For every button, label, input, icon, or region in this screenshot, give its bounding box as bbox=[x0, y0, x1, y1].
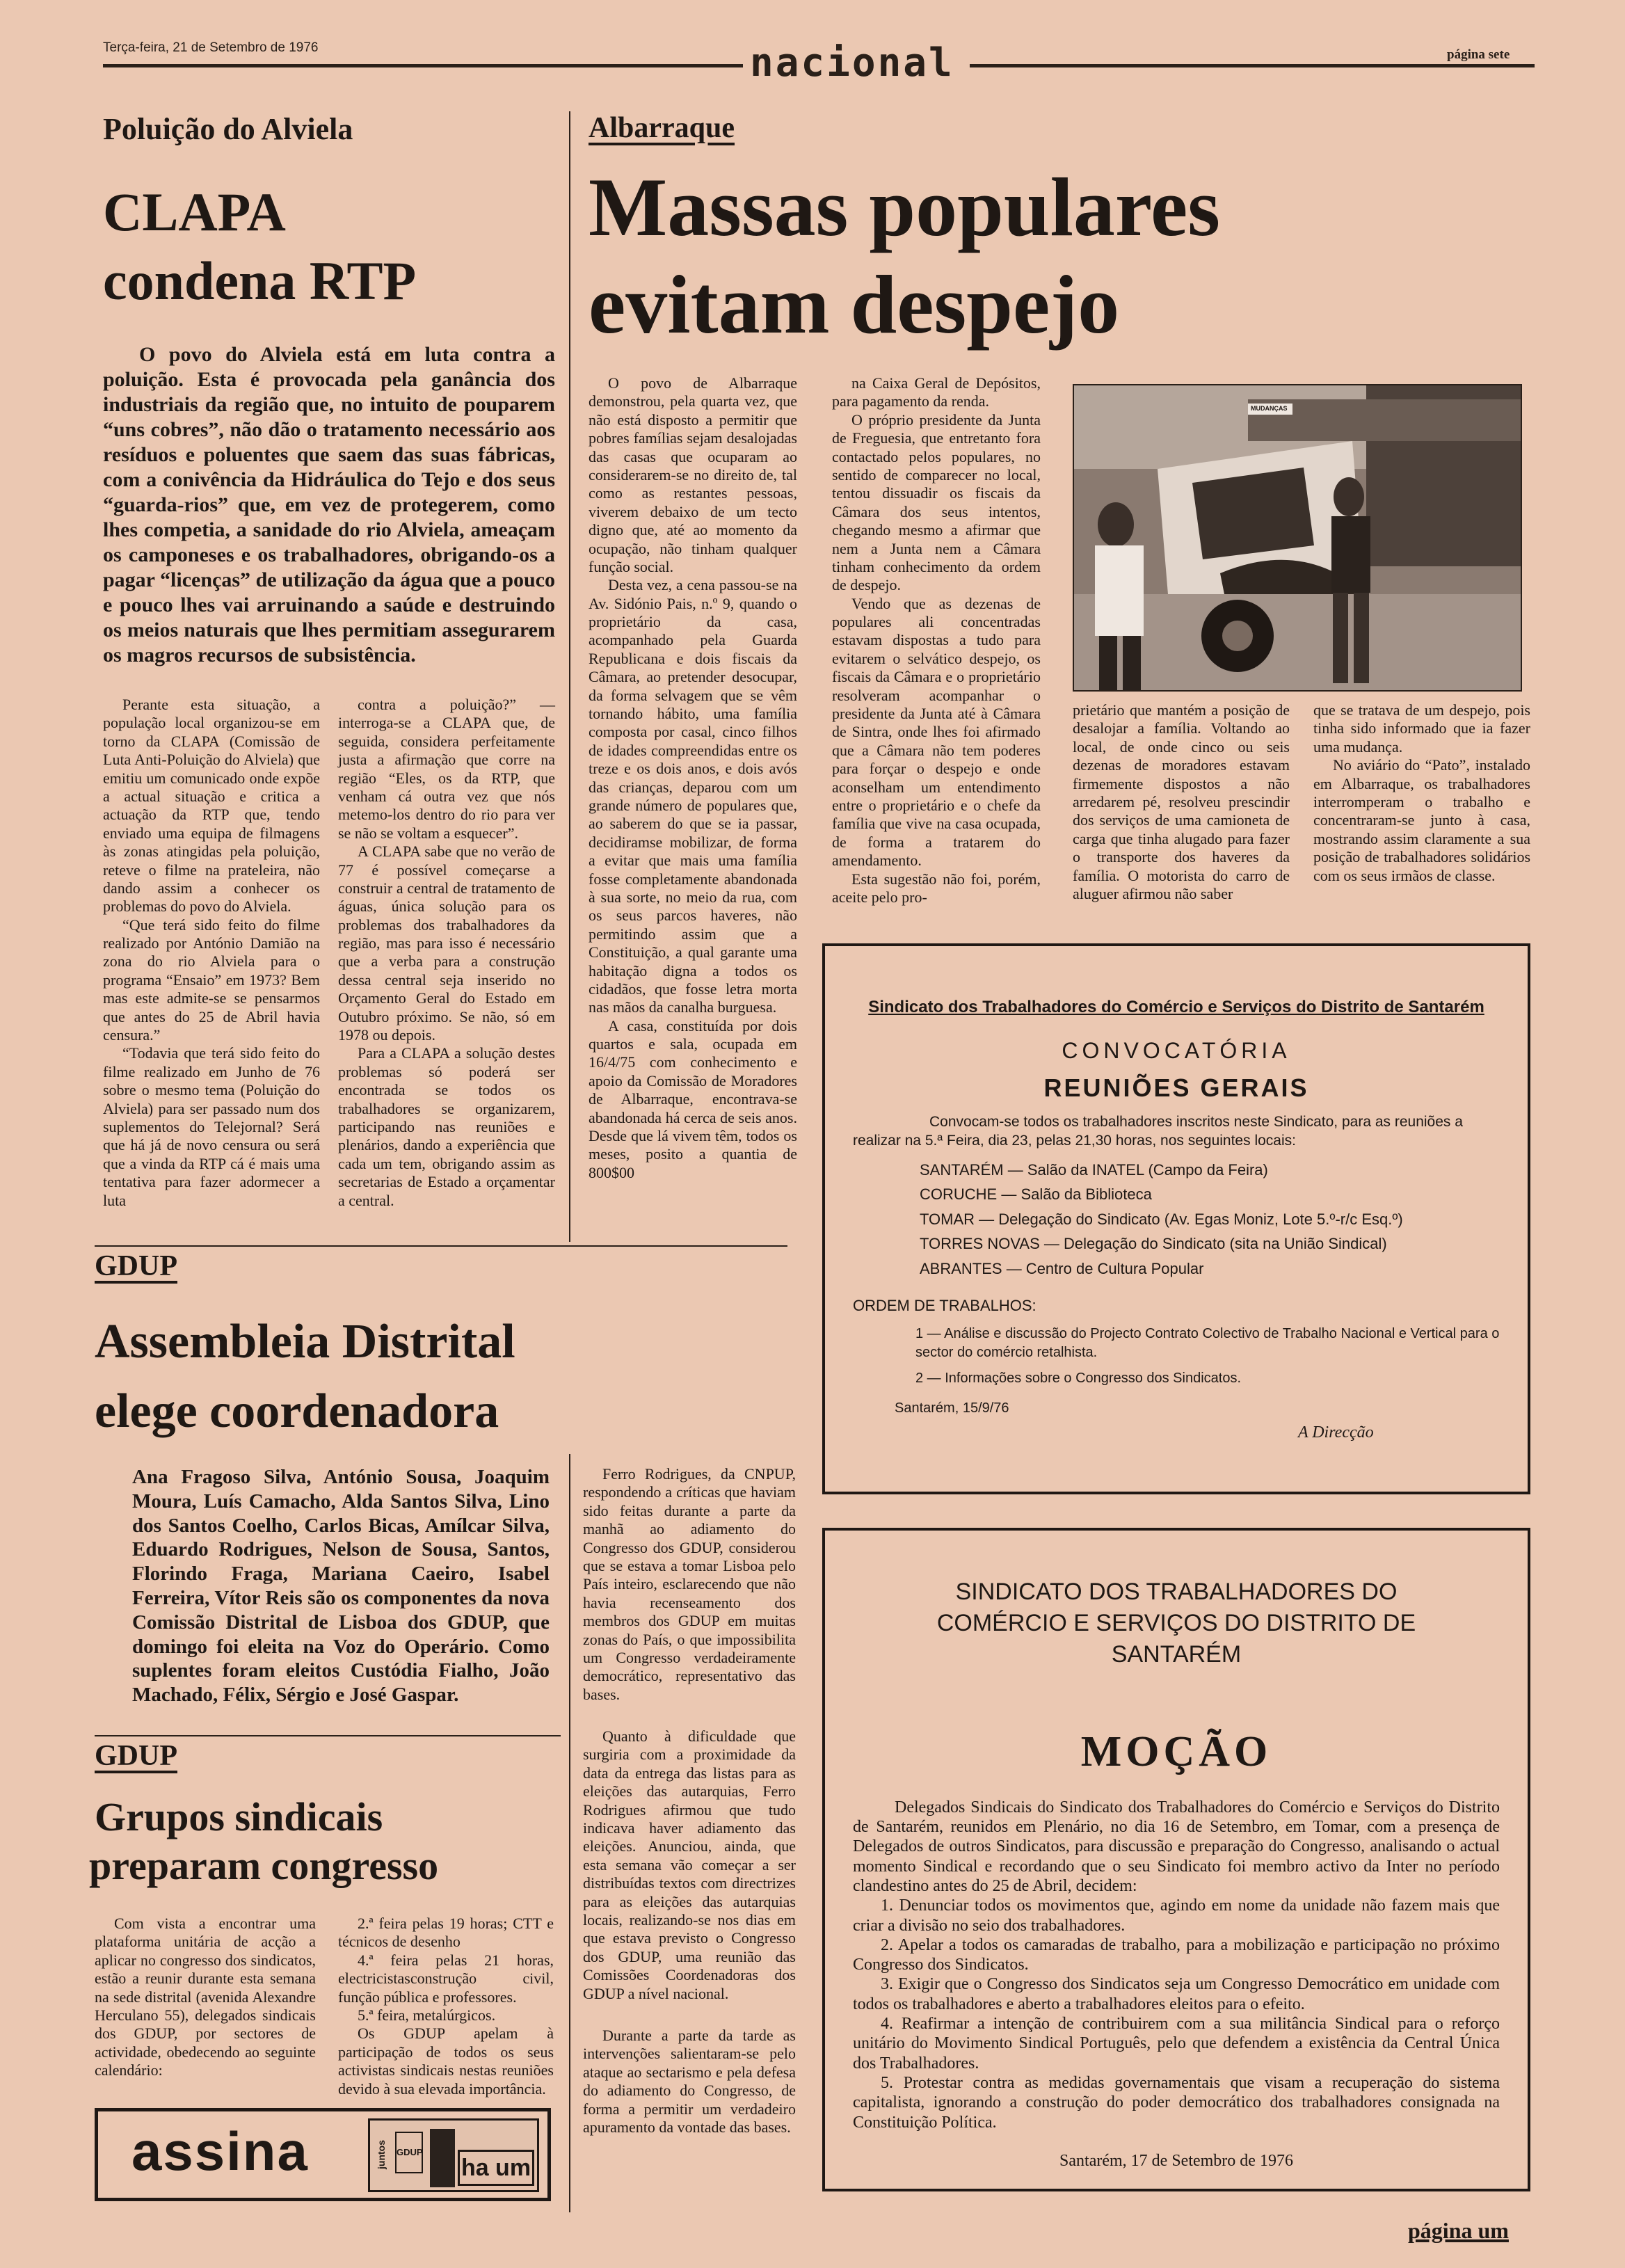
header-rule-right bbox=[970, 64, 1535, 67]
albarraque-col-4 bbox=[1313, 701, 1530, 885]
albarraque-col-1 bbox=[589, 374, 797, 1182]
convocatoria-agenda-title: ORDEM DE TRABALHOS: bbox=[853, 1296, 1036, 1314]
truck-photo-image bbox=[1074, 385, 1522, 692]
paragraph: 4.ª feira pelas 21 horas, electricistasconstrução civil, função pública e professores. bbox=[338, 1951, 554, 2006]
list-item: TORRES NOVAS — Delegação do Sindicato (sita na União Sindical) bbox=[920, 1235, 1387, 1253]
list-item: 2 — Informações sobre o Congresso dos Sindicatos. bbox=[915, 1370, 1242, 1386]
section-divider bbox=[95, 1735, 561, 1736]
paragraph: na Caixa Geral de Depósitos, para pagamento da renda. bbox=[832, 374, 1041, 410]
gdup2-headline-2: preparam congresso bbox=[89, 1843, 439, 1888]
paragraph: Esta sugestão não foi, porém, aceite pelo pro- bbox=[832, 870, 1041, 906]
assina-stamp-text: ha um bbox=[458, 2150, 534, 2186]
convocatoria-date: Santarém, 15/9/76 bbox=[895, 1400, 1009, 1416]
assina-ad bbox=[95, 2108, 551, 2201]
list-item: 4. Reafirmar a intenção de contribuirem com a sua militância Sindical para o reforço unitário do Movimento Sindical Português, pelo que defendem a existência da Central Única dos Trabalhadores. bbox=[853, 2015, 1500, 2073]
list-item: 1. Denunciar todos os movimentos que, agindo em nome da unidade não fazem mais que criar a divisão no seio dos trabalhadores. bbox=[853, 1896, 1500, 1935]
convocatoria-places bbox=[920, 1158, 1500, 1281]
list-item: CORUCHE — Salão da Biblioteca bbox=[920, 1185, 1152, 1204]
section-divider bbox=[95, 1245, 787, 1247]
gdup1-col bbox=[583, 1465, 796, 2137]
convocatoria-union: Sindicato dos Trabalhadores do Comércio e Serviços do Distrito de Santarém bbox=[868, 998, 1484, 1016]
column-divider bbox=[569, 1454, 570, 2212]
alviela-kicker: Poluição do Alviela bbox=[103, 112, 353, 146]
convocatoria-signature: A Direcção bbox=[1298, 1423, 1374, 1442]
paragraph: 5.ª feira, metalúrgicos. bbox=[358, 2006, 496, 2024]
assina-word: assina bbox=[131, 2121, 309, 2182]
alviela-headline-2: condena RTP bbox=[103, 250, 417, 312]
gdup2-col-2 bbox=[338, 1915, 554, 2098]
paragraph: A casa, constituída por dois quartos e sala, ocupada em 16/4/75 com conhecimento e apoio da Comissão de Moradores de Albarraque, encontrava-se abandonada há cerca de seis anos. Desde que lá vivem têm, todos os meses, posito a quantia de 800$00 bbox=[589, 1016, 797, 1181]
albarraque-kicker: Albarraque bbox=[589, 112, 735, 144]
paragraph: contra a poluição?” — interroga-se a CLAPA que, de seguida, considera perfeitamente justa a afirmação que corre na região “Eles, os da RTP, que venham cá outra vez que nós metemo-los dentro do rio para ver se não se voltam a esquecer”. bbox=[338, 696, 555, 842]
albarraque-headline-1: Massas populares bbox=[589, 161, 1220, 253]
albarraque-col-3 bbox=[1073, 701, 1290, 903]
gdup1-headline-2: elege coordenadora bbox=[95, 1384, 499, 1438]
list-item: ABRANTES — Centro de Cultura Popular bbox=[920, 1260, 1204, 1278]
list-item: 2. Apelar a todos os camaradas de trabalho, para a mobilização e participação no próximo Congresso dos Sindicatos. bbox=[853, 1935, 1500, 1974]
paragraph: No aviário do “Pato”, instalado em Albarraque, os trabalhadores interromperam o trabalho e concentraram-se junto à casa, mostrando assim claramente a sua posição de trabalhadores solidários com os seus irmãos de classe. bbox=[1313, 756, 1530, 884]
convocatoria-subtitle: REUNIÕES GERAIS bbox=[1043, 1073, 1309, 1102]
assina-mini-2: GDUP bbox=[395, 2132, 423, 2173]
mocao-box bbox=[822, 1528, 1530, 2191]
albarraque-col-2 bbox=[832, 374, 1041, 907]
convocatoria-box bbox=[822, 943, 1530, 1494]
gdup1-headline-1: Assembleia Distrital bbox=[95, 1315, 515, 1368]
paragraph: que se tratava de um despejo, pois tinha sido informado que ia fazer uma mudança. bbox=[1313, 701, 1530, 756]
alviela-col-1 bbox=[103, 696, 320, 1210]
newspaper-icon bbox=[430, 2129, 455, 2187]
paragraph: Durante a parte da tarde as intervenções salientaram-se pelo ataque ao sectarismo e pela defesa do adiamento do Congresso, de forma a permitir um verdadeiro apuramento da vontade das bases. bbox=[583, 2026, 796, 2136]
paragraph: Desta vez, a cena passou-se na Av. Sidónio Pais, n.º 9, quando o proprietário da casa, acompanhado pela Guarda Republicana e dois fiscais da Câmara, ao pretender desocupar, da forma selvagem que se vêm tornando hábito, uma família composta por casal, cinco filhos de idades compreendidas entre os treze e os dois anos, e dois avós das crianças, deparou com um grande número de populares que, ao saberem do que se ia passar, decidiramse mobilizar, de forma a evitar que mais uma família fosse completamente abandonada à sua sorte, no meio da rua, com os seus parcos haveres, não permitindo assim que a Constituição, a qual garante uma habitação digna a todos os cidadãos, que fosse letra morta nas mãos da canalha burguesa. bbox=[589, 576, 797, 1016]
assina-mini-1: juntos bbox=[376, 2140, 387, 2169]
list-item: 5. Protestar contra as medidas governamentais que visam a recuperação do sistema capitalista, ignorando a construção do poder democrático dos trabalhadores consignada na Constituição Política. bbox=[853, 2074, 1500, 2132]
paragraph: Quanto à dificuldade que surgiria com a proximidade da data da entrega das listas para as eleições das autarquias, Ferro Rodrigues afirmou que tudo indicava haver adiamento das eleições. Anunciou, ainda, que esta semana vão começar a ser distribuídas textos com directrizes para as eleições das autarquias locais, realizando-se nos dias em que estava previsto o Congresso dos GDUP, uma reunião das Comissões Coordenadoras dos GDUP a nível nacional. bbox=[583, 1727, 796, 2002]
list-item: TOMAR — Delegação do Sindicato (Av. Egas Moniz, Lote 5.º-r/c Esq.º) bbox=[920, 1210, 1403, 1228]
paragraph: Perante esta situação, a população local organizou-se em torno da CLAPA (Comissão de Luta Anti-Poluição do Alviela) que emitiu um comunicado onde expõe a actual situação e critica a actuação da RTP que, tendo enviado uma equipa de filmagens às zonas atingidas pela poluição, reteve o filme na prateleira, não dando assim a conhecer os problemas do povo do Alviela. bbox=[103, 696, 320, 916]
paragraph: A CLAPA sabe que no verão de 77 é possível começarse a construir a central de tratamento de águas, única solução para os problemas dos trabalhadores da região, mas para isso é necessário que a verba para a construção dessa central seja inserido no Orçamento Geral do Estado em Outubro próximo. Se não, só em 1978 ou depois. bbox=[338, 842, 555, 1044]
paragraph: Com vista a encontrar uma plataforma unitária de acção a aplicar no congresso dos sindicatos, estão a reunir durante esta semana na sede distrital (avenida Alexandre Herculano 55), delegados sindicais dos GDUP, por sectores de actividade, obedecendo ao seguinte calendário: bbox=[95, 1915, 316, 2079]
mocao-title: MOÇÃO bbox=[1080, 1727, 1272, 1775]
paragraph: Os GDUP apelam à participação de todos os seus activistas sindicais nestas reuniões devido à sua elevada importância. bbox=[338, 2025, 554, 2098]
list-item: 1 — Análise e discussão do Projecto Contrato Colectivo de Trabalho Nacional e Vertical para o sector do comércio retalhista. bbox=[915, 1325, 1500, 1360]
page-number: página sete bbox=[1447, 47, 1510, 62]
paragraph: “Todavia que terá sido feito do filme realizado em Junho de 76 sobre o mesmo tema (Poluição do Alviela) para ser passado num dos suplementos do Telejornal? Será que há já de novo censura ou será que a vinda da RTP cá é mais uma tentativa para fazer adormecer a luta bbox=[103, 1044, 320, 1209]
alviela-lead: O povo do Alviela está em luta contra a poluição. Esta é provocada pela ganância dos industriais da região que, no intuito de pouparem “uns cobres”, não dão o tratamento necessário aos resíduos e poluentes que saem das suas fábricas, com a conivência da Hidráulica do Tejo e dos seus “guarda-rios” que, em vez de protegerem, como lhes competia, a sanidade do rio Alviela, ameaçam os camponeses e os trabalhadores, obrigando-os a pagar “licenças” de utilização da água que a pouco e pouco lhes vai arruinando a saúde e destruindo os meios naturais que lhes permitiam assegurarem os magros recursos de subsistência. bbox=[103, 342, 555, 666]
column-divider bbox=[569, 111, 570, 1242]
list-item: SANTARÉM — Salão da INATEL (Campo da Feira) bbox=[920, 1160, 1268, 1179]
mocao-union: SINDICATO DOS TRABALHADORES DO COMÉRCIO E SERVIÇOS DO DISTRITO DE SANTARÉM bbox=[936, 1579, 1416, 1668]
mocao-intro: Delegados Sindicais do Sindicato dos Trabalhadores do Comércio e Serviços do Distrito de Santarém, reunidos em Plenário, no dia 16 de Setembro, em Tomar, com a presença de Delegados de outros Sindicatos, para discussão e preparação do Congresso, analisando o actual momento Sindical e recordando que o seu Sindicato foi membro activo da Inter no período clandestino antes do 25 de Abril, decidem: bbox=[853, 1798, 1500, 1895]
alviela-col-2 bbox=[338, 696, 555, 1210]
section-title: nacional bbox=[750, 40, 954, 86]
paragraph: O povo de Albarraque demonstrou, pela quarta vez, que não está disposto a permitir que pobres famílias sejam desalojadas das casas que ocuparam ao considerarem-se no direito de, tal como as restantes pessoas, viverem debaixo de um tecto digno que, até ao momento da ocupação, não tinham qualquer função social. bbox=[589, 374, 797, 575]
gdup2-kicker: GDUP bbox=[95, 1740, 177, 1772]
paragraph: Para a CLAPA a solução destes problemas só poderá ser encontrada se todos os trabalhadores se organizarem, participando nas reuniões e plenários, dando a experiência que cada um tem, obrigando assim as secretarias de Estado a orçamentar a central. bbox=[338, 1044, 555, 1209]
truck-sign: MUDANÇAS bbox=[1251, 405, 1288, 412]
paragraph: Ferro Rodrigues, da CNPUP, respondendo a críticas que haviam sido feitas durante a parte da manhã ao adiamento do Congresso dos GDUP, considerou que se estava a tomar Lisboa pelo País inteiro, esclarecendo que não havia recenseamento dos membros dos GDUP em muitas zonas do País, o que impossibilita um Congresso verdadeiramente democrático, representativo das bases. bbox=[583, 1465, 796, 1703]
paragraph: “Que terá sido feito do filme realizado por António Damião na zona do rio Alviela para o programa “Ensaio” em 1973? Bem mas este admite-se se pensarmos que antes do 25 de Abril havia censura.” bbox=[103, 916, 320, 1044]
issue-date: Terça-feira, 21 de Setembro de 1976 bbox=[103, 40, 319, 55]
mocao-date: Santarém, 17 de Setembro de 1976 bbox=[1059, 2151, 1293, 2170]
gdup1-kicker: GDUP bbox=[95, 1250, 177, 1282]
gdup2-headline-1: Grupos sindicais bbox=[95, 1794, 383, 1839]
page-reference: página um bbox=[1408, 2218, 1509, 2243]
paragraph: O próprio presidente da Junta de Freguesia, que entretanto fora contactado pelos populares, no sentido de comparecer no local, tentou dissuadir os fiscais da Câmara dos seus intentos, chegando mesmo a afirmar que nem a Junta nem a Câmara tinham conhecimento da ordem de despejo. bbox=[832, 410, 1041, 594]
truck-photo bbox=[1073, 384, 1522, 692]
albarraque-headline-2: evitam despejo bbox=[589, 258, 1120, 351]
convocatoria-title: CONVOCATÓRIA bbox=[1062, 1038, 1291, 1063]
gdup1-lead: Ana Fragoso Silva, António Sousa, Joaquim Moura, Luís Camacho, Alda Santos Silva, Lino dos Santos Coelho, Carlos Bicas, Amílcar Silva, Eduardo Rodrigues, Nelson de Sousa, Santos, Florindo Fraga, Mariana Caeiro, Isabel Ferreira, Vítor Reis são os componentes da nova Comissão Distrital de Lisboa dos GDUP, que domingo foi eleita na Voz do Operário. Como suplentes foram eleitos Custódia Fialho, João Machado, Félix, Sérgio e José Gaspar. bbox=[132, 1466, 550, 1707]
alviela-headline-1: CLAPA bbox=[103, 182, 286, 242]
convocatoria-agenda bbox=[915, 1325, 1500, 1388]
assina-stamp bbox=[368, 2118, 539, 2192]
mocao-items bbox=[853, 1896, 1500, 2132]
gdup2-col-1 bbox=[95, 1915, 316, 2080]
header-rule-left bbox=[103, 64, 743, 67]
list-item: 3. Exigir que o Congresso dos Sindicatos seja um Congresso Democrático em unidade com todos os trabalhadores e aberto a trabalhadores eleitos para o efeito. bbox=[853, 1975, 1500, 2013]
paragraph: prietário que mantém a posição de desalojar a família. Voltando ao local, de onde cinco ou seis dezenas de moradores estavam firmemente dispostos a não arredarem pé, resolveu prescindir dos serviços de uma camioneta de carga que tinha alugado para fazer o transporte dos haveres da família. O motorista do carro de aluguer afirmou não saber bbox=[1073, 701, 1290, 902]
alviela-article bbox=[103, 111, 555, 668]
paragraph: Vendo que as dezenas de populares ali concentradas estavam dispostas a tudo para evitarem o selvático despejo, os fiscais da Câmara e o proprietário resolveram acompanhar o presidente da Junta até à Câmara de Sintra, onde lhes foi afirmado que a Câmara não tem poderes para forçar o despejo e onde aconselham um entendimento entre o proprietário e o chefe da família que vive na casa ocupada, de forma a tratarem do amendamento. bbox=[832, 594, 1041, 870]
convocatoria-intro: Convocam-se todos os trabalhadores inscritos neste Sindicato, para as reuniões a realizar na 5.ª Feira, dia 23, pelas 21,30 horas, nos seguintes locais: bbox=[853, 1114, 1463, 1149]
paragraph: 2.ª feira pelas 19 horas; CTT e técnicos de desenho bbox=[338, 1915, 554, 1951]
